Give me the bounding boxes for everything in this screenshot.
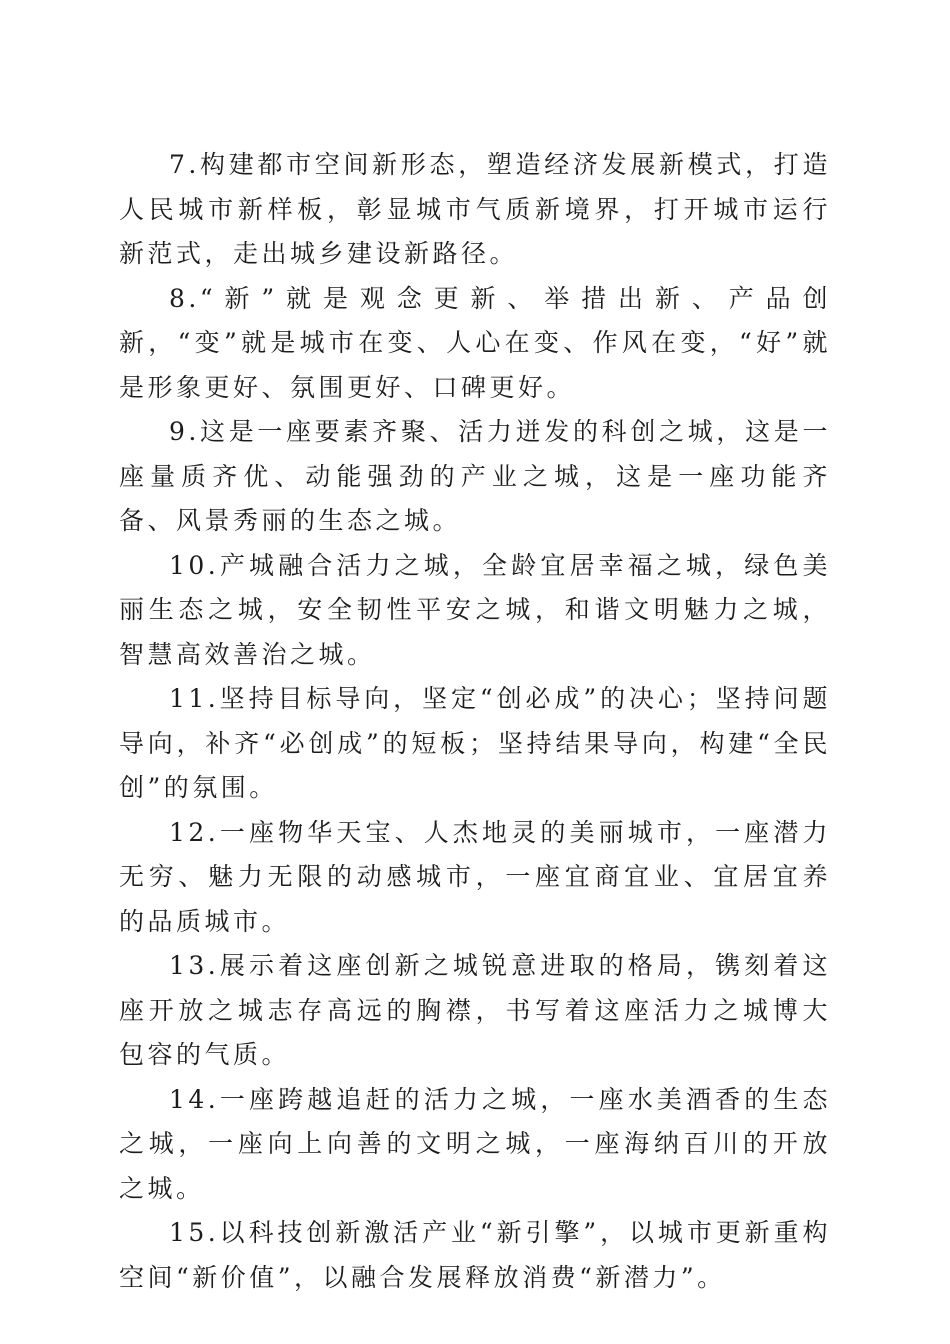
paragraph-7: 7.构建都市空间新形态，塑造经济发展新模式，打造人民城市新样板，彰显城市气质新境界，打开城市运行新范式，走出城乡建设新路径。 bbox=[119, 150, 831, 268]
paragraph-9: 9.这是一座要素齐聚、活力迸发的科创之城，这是一座量质齐优、动能强劲的产业之城，这是一座功能齐备、风景秀丽的生态之城。 bbox=[119, 417, 831, 535]
paragraph-8: 8.“新”就是观念更新、举措出新、产品创新，“变”就是城市在变、人心在变、作风在变，“好”就是形象更好、氛围更好、口碑更好。 bbox=[119, 283, 831, 402]
document-body bbox=[119, 143, 831, 1300]
paragraph-11: 11.坚持目标导向，坚定“创必成”的决心；坚持问题导向，补齐“必创成”的短板；坚持结果导向，构建“全民创”的氛围。 bbox=[119, 684, 831, 802]
paragraph-10: 10.产城融合活力之城，全龄宜居幸福之城，绿色美丽生态之城，安全韧性平安之城，和谐文明魅力之城，智慧高效善治之城。 bbox=[119, 550, 831, 669]
paragraph-12: 12.一座物华天宝、人杰地灵的美丽城市，一座潜力无穷、魅力无限的动感城市，一座宜商宜业、宜居宜养的品质城市。 bbox=[119, 817, 831, 936]
paragraph-14: 14.一座跨越追赶的活力之城，一座水美酒香的生态之城，一座向上向善的文明之城，一座海纳百川的开放之城。 bbox=[119, 1084, 831, 1203]
paragraph-15: 15.以科技创新激活产业“新引擎”，以城市更新重构空间“新价值”，以融合发展释放消费“新潜力”。 bbox=[119, 1218, 831, 1292]
paragraph-13: 13.展示着这座创新之城锐意进取的格局，镌刻着这座开放之城志存高远的胸襟，书写着这座活力之城博大包容的气质。 bbox=[119, 951, 831, 1069]
